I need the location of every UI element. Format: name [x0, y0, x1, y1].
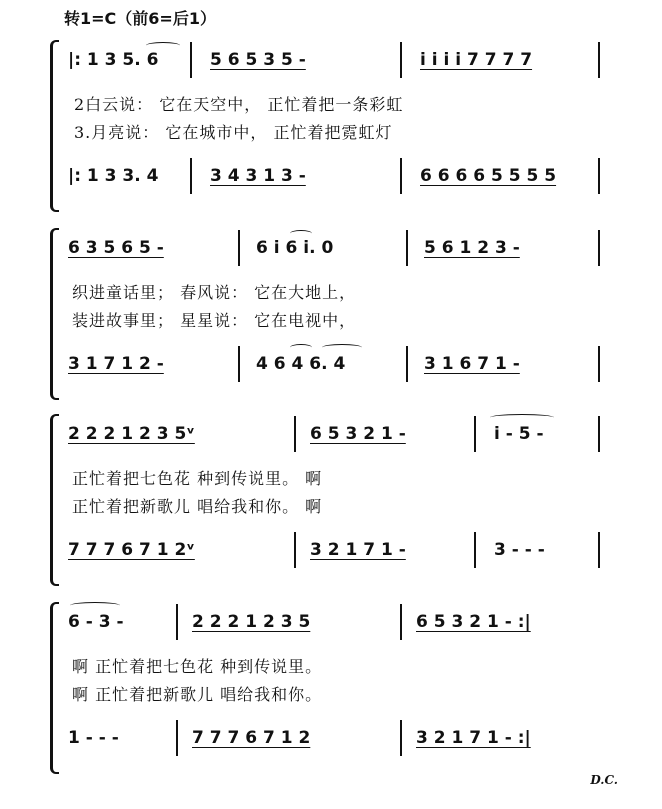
measure: 2 2 2 1 2 3 5ᵛ	[68, 424, 195, 444]
measure: 6 3 5 6 5 -	[68, 238, 164, 258]
slur	[290, 230, 312, 237]
system-bracket	[50, 40, 59, 212]
measure: 7 7 7 6 7 1 2	[192, 728, 311, 748]
score-system-4	[60, 602, 604, 772]
measure: 3 2 1 7 1 -	[310, 540, 406, 560]
lower-voice	[60, 540, 604, 564]
lyric-verse-3: 装进故事里； 星星说： 它在电视中，	[72, 311, 357, 330]
lyric-verse-2: 2白云说： 它在天空中， 正忙着把一条彩虹	[74, 95, 404, 114]
measure: |: 1 3 3. 4	[68, 166, 159, 186]
score-system-1	[60, 40, 604, 210]
system-bracket	[50, 602, 59, 774]
lower-voice	[60, 166, 604, 190]
lyric-verse-2: 正忙着把七色花 种到传说里。 啊	[72, 469, 323, 488]
measure: 3 - - -	[494, 540, 545, 560]
measure: 6 6 6 6 5 5 5 5	[420, 166, 557, 186]
measure: 6 i 6 i. 0	[256, 238, 334, 258]
slur	[322, 344, 362, 351]
lyric-verse-2: 啊 正忙着把七色花 种到传说里。	[72, 657, 323, 676]
measure: 6 5 3 2 1 - :|	[416, 612, 531, 632]
measure: i - 5 -	[494, 424, 544, 444]
measure: 1 - - -	[68, 728, 119, 748]
slur	[146, 42, 180, 49]
measure: 3 4 3 1 3 -	[210, 166, 306, 186]
measure: 6 - 3 -	[68, 612, 124, 632]
measure: 3 1 7 1 2 -	[68, 354, 164, 374]
lower-voice	[60, 728, 604, 752]
da-capo-mark: D.C.	[590, 773, 618, 787]
measure: 3 1 6 7 1 -	[424, 354, 520, 374]
measure: 7 7 7 6 7 1 2ᵛ	[68, 540, 195, 560]
measure: 3 2 1 7 1 - :|	[416, 728, 531, 748]
lyric-verse-3: 啊 正忙着把新歌儿 唱给我和你。	[72, 685, 323, 704]
upper-voice	[60, 612, 604, 636]
measure: i i i i 7 7 7 7	[420, 50, 533, 70]
measure: 6 5 3 2 1 -	[310, 424, 406, 444]
slur	[70, 602, 120, 609]
measure: 4 6 4 6. 4	[256, 354, 346, 374]
system-bracket	[50, 414, 59, 586]
system-bracket	[50, 228, 59, 400]
upper-voice	[60, 424, 604, 448]
upper-voice	[60, 50, 604, 74]
slur	[490, 414, 554, 421]
measure: 5 6 1 2 3 -	[424, 238, 520, 258]
score-system-3	[60, 414, 604, 584]
key-signature: 转1=C（前6=后1）	[64, 9, 216, 28]
slur	[290, 344, 312, 351]
measure: 2 2 2 1 2 3 5	[192, 612, 311, 632]
lyric-verse-3: 3.月亮说： 它在城市中， 正忙着把霓虹灯	[74, 123, 393, 142]
lyric-verse-2: 织进童话里； 春风说： 它在大地上，	[72, 283, 357, 302]
measure: |: 1 3 5. 6	[68, 50, 159, 70]
lyric-verse-3: 正忙着把新歌儿 唱给我和你。 啊	[72, 497, 323, 516]
measure: 5 6 5 3 5 -	[210, 50, 306, 70]
score-system-2	[60, 228, 604, 398]
lower-voice	[60, 354, 604, 378]
upper-voice	[60, 238, 604, 262]
